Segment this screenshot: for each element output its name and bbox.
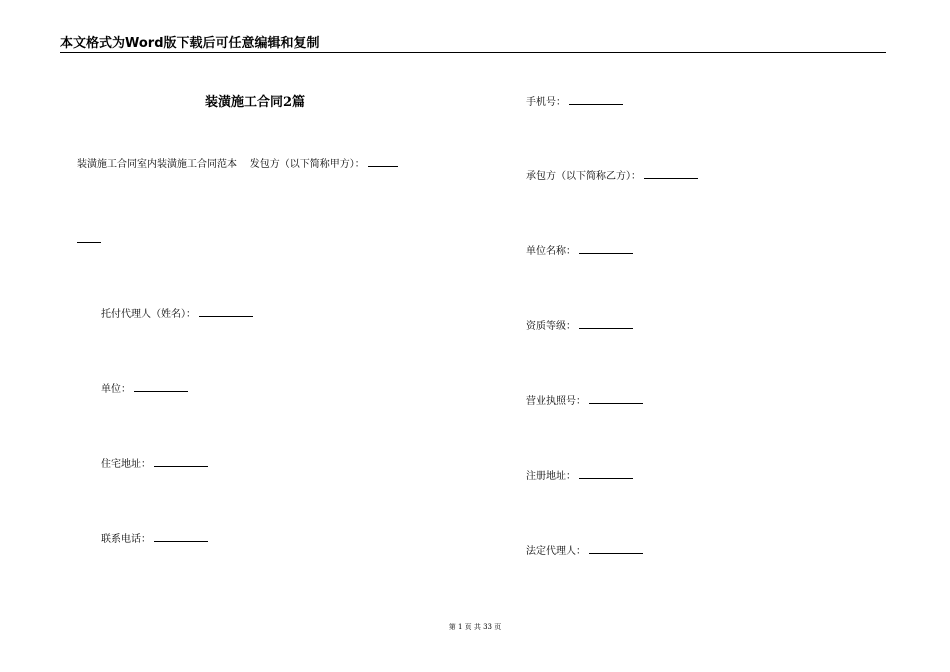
blank-field xyxy=(134,381,188,392)
qualification-line xyxy=(526,318,633,333)
phone-label: 联系电话： xyxy=(101,534,151,545)
blank-field xyxy=(589,543,643,554)
agent-line xyxy=(101,306,253,321)
blank-field xyxy=(579,318,633,329)
address-label: 住宅地址： xyxy=(101,459,151,470)
document-banner: 本文格式为Word版下载后可任意编辑和复制 xyxy=(60,35,886,53)
contractor-line xyxy=(526,168,698,183)
unit-label: 单位： xyxy=(101,384,131,395)
address-line xyxy=(101,456,208,471)
legal-rep-line xyxy=(526,543,643,558)
page-number: 第 1 页 共 33 页 xyxy=(448,623,502,631)
org-name-label: 单位名称： xyxy=(526,246,576,257)
blank-field xyxy=(579,243,633,254)
license-line xyxy=(526,393,643,408)
intro-line xyxy=(77,156,398,171)
blank-field xyxy=(644,168,698,179)
org-name-line xyxy=(526,243,633,258)
unit-line xyxy=(101,381,188,396)
blank-field xyxy=(154,531,208,542)
phone-line xyxy=(101,531,208,546)
mobile-label: 手机号： xyxy=(526,97,566,108)
blank-field xyxy=(589,393,643,404)
mobile-line xyxy=(526,94,623,109)
legal-rep-label: 法定代理人： xyxy=(526,546,586,557)
blank-field xyxy=(77,232,101,243)
intro-text: 装潢施工合同室内装潢施工合同范本 发包方（以下简称甲方）： xyxy=(77,159,365,170)
blank-field xyxy=(579,468,633,479)
contractor-label: 承包方（以下简称乙方）： xyxy=(526,171,641,182)
reg-address-line xyxy=(526,468,633,483)
blank-field xyxy=(368,156,398,167)
document-title: 装潢施工合同2篇 xyxy=(205,95,306,110)
reg-address-label: 注册地址： xyxy=(526,471,576,482)
qualification-label: 资质等级： xyxy=(526,321,576,332)
agent-label: 托付代理人（姓名）： xyxy=(101,309,196,320)
intro-continuation xyxy=(77,232,101,247)
license-label: 营业执照号： xyxy=(526,396,586,407)
blank-field xyxy=(569,94,623,105)
blank-field xyxy=(199,306,253,317)
blank-field xyxy=(154,456,208,467)
